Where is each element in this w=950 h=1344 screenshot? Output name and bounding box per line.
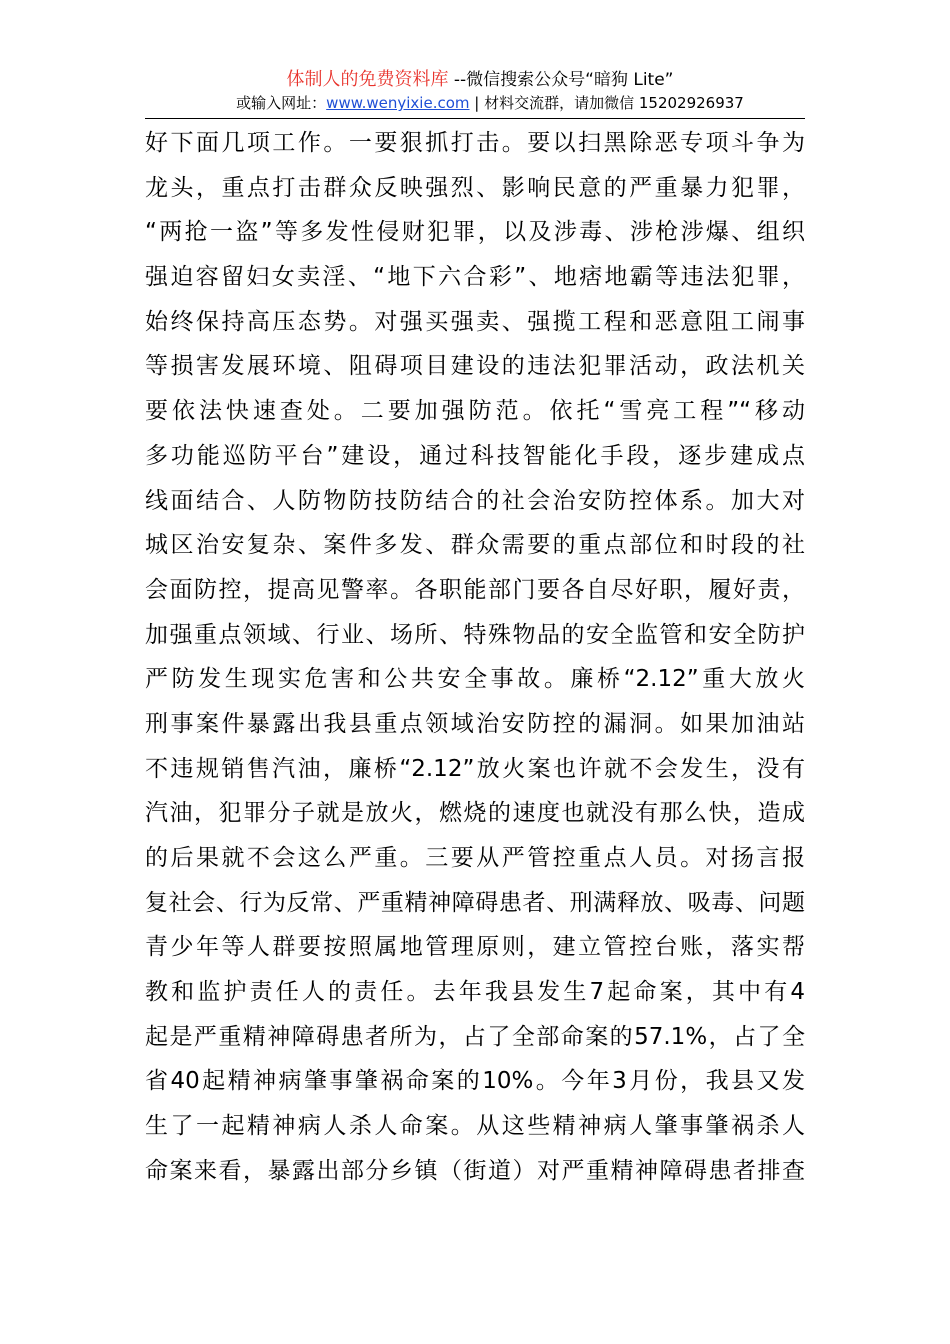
header-separator: | (469, 94, 485, 112)
text-line: 加强重点领域、行业、场所、特殊物品的安全监管和安全防护 (145, 621, 805, 648)
text-line: 刑事案件暴露出我县重点领域治安防控的漏洞。如果加油站 (145, 710, 805, 737)
brand-title: 体制人的免费资料库 (286, 69, 449, 90)
document-header (0, 68, 950, 114)
text-line: 生了一起精神病人杀人命案。从这些精神病人肇事肇祸杀人 (145, 1113, 805, 1140)
text-line: 龙头，重点打击群众反映强烈、影响民意的严重暴力犯罪， (145, 174, 805, 201)
text-line: 强迫容留妇女卖淫、“地下六合彩”、地痞地霸等违法犯罪， (145, 264, 805, 291)
text-line: 省40起精神病肇事肇祸命案的10%。今年3月份，我县又发 (145, 1068, 805, 1095)
text-line: 汽油，犯罪分子就是放火，燃烧的速度也就没有那么快，造成 (145, 800, 805, 827)
text-line: 要依法快速查处。二要加强防范。依托“雪亮工程”“移动 (145, 398, 805, 425)
text-line: “两抢一盗”等多发性侵财犯罪，以及涉毒、涉枪涉爆、组织 (145, 219, 805, 246)
header-contact-line (0, 92, 950, 114)
text-line: 始终保持高压态势。对强买强卖、强揽工程和恶意阻工闹事 (145, 308, 805, 335)
text-line: 起是严重精神障碍患者所为，占了全部命案的57.1%，占了全 (145, 1023, 805, 1050)
header-promo-line (0, 68, 950, 92)
text-line: 城区治安复杂、案件多发、群众需要的重点部位和时段的社 (145, 532, 805, 559)
header-divider (145, 118, 805, 119)
text-line: 命案来看，暴露出部分乡镇（街道）对严重精神障碍患者排查 (145, 1157, 805, 1184)
document-body (145, 121, 805, 1194)
text-line: 线面结合、人防物防技防结合的社会治安防控体系。加大对 (145, 487, 805, 514)
text-line: 教和监护责任人的责任。去年我县发生7起命案，其中有4 (145, 979, 805, 1006)
wechat-search-text: --微信搜索公众号“暗狗 Lite” (448, 70, 674, 90)
text-line: 严防发生现实危害和公共安全事故。廉桥“2.12”重大放火 (145, 666, 805, 693)
text-line: 等损害发展环境、阻碍项目建设的违法犯罪活动，政法机关 (145, 353, 805, 380)
text-line: 青少年等人群要按照属地管理原则，建立管控台账，落实帮 (145, 934, 805, 961)
text-line: 的后果就不会这么严重。三要从严管控重点人员。对扬言报 (145, 845, 805, 871)
url-label: 或输入网址： (236, 94, 327, 112)
text-line: 复社会、行为反常、严重精神障碍患者、刑满释放、吸毒、问题 (145, 889, 805, 916)
text-line: 多功能巡防平台”建设，通过科技智能化手段，逐步建成点 (145, 442, 805, 469)
text-line: 不违规销售汽油，廉桥“2.12”放火案也许就不会发生，没有 (145, 755, 805, 782)
contact-text: 材料交流群，请加微信 15202926937 (484, 94, 744, 112)
text-line: 会面防控，提高见警率。各职能部门要各自尽好职，履好责， (145, 576, 805, 603)
website-link[interactable]: www.wenyixie.com (326, 94, 470, 112)
text-line: 好下面几项工作。一要狠抓打击。要以扫黑除恶专项斗争为 (145, 130, 805, 156)
